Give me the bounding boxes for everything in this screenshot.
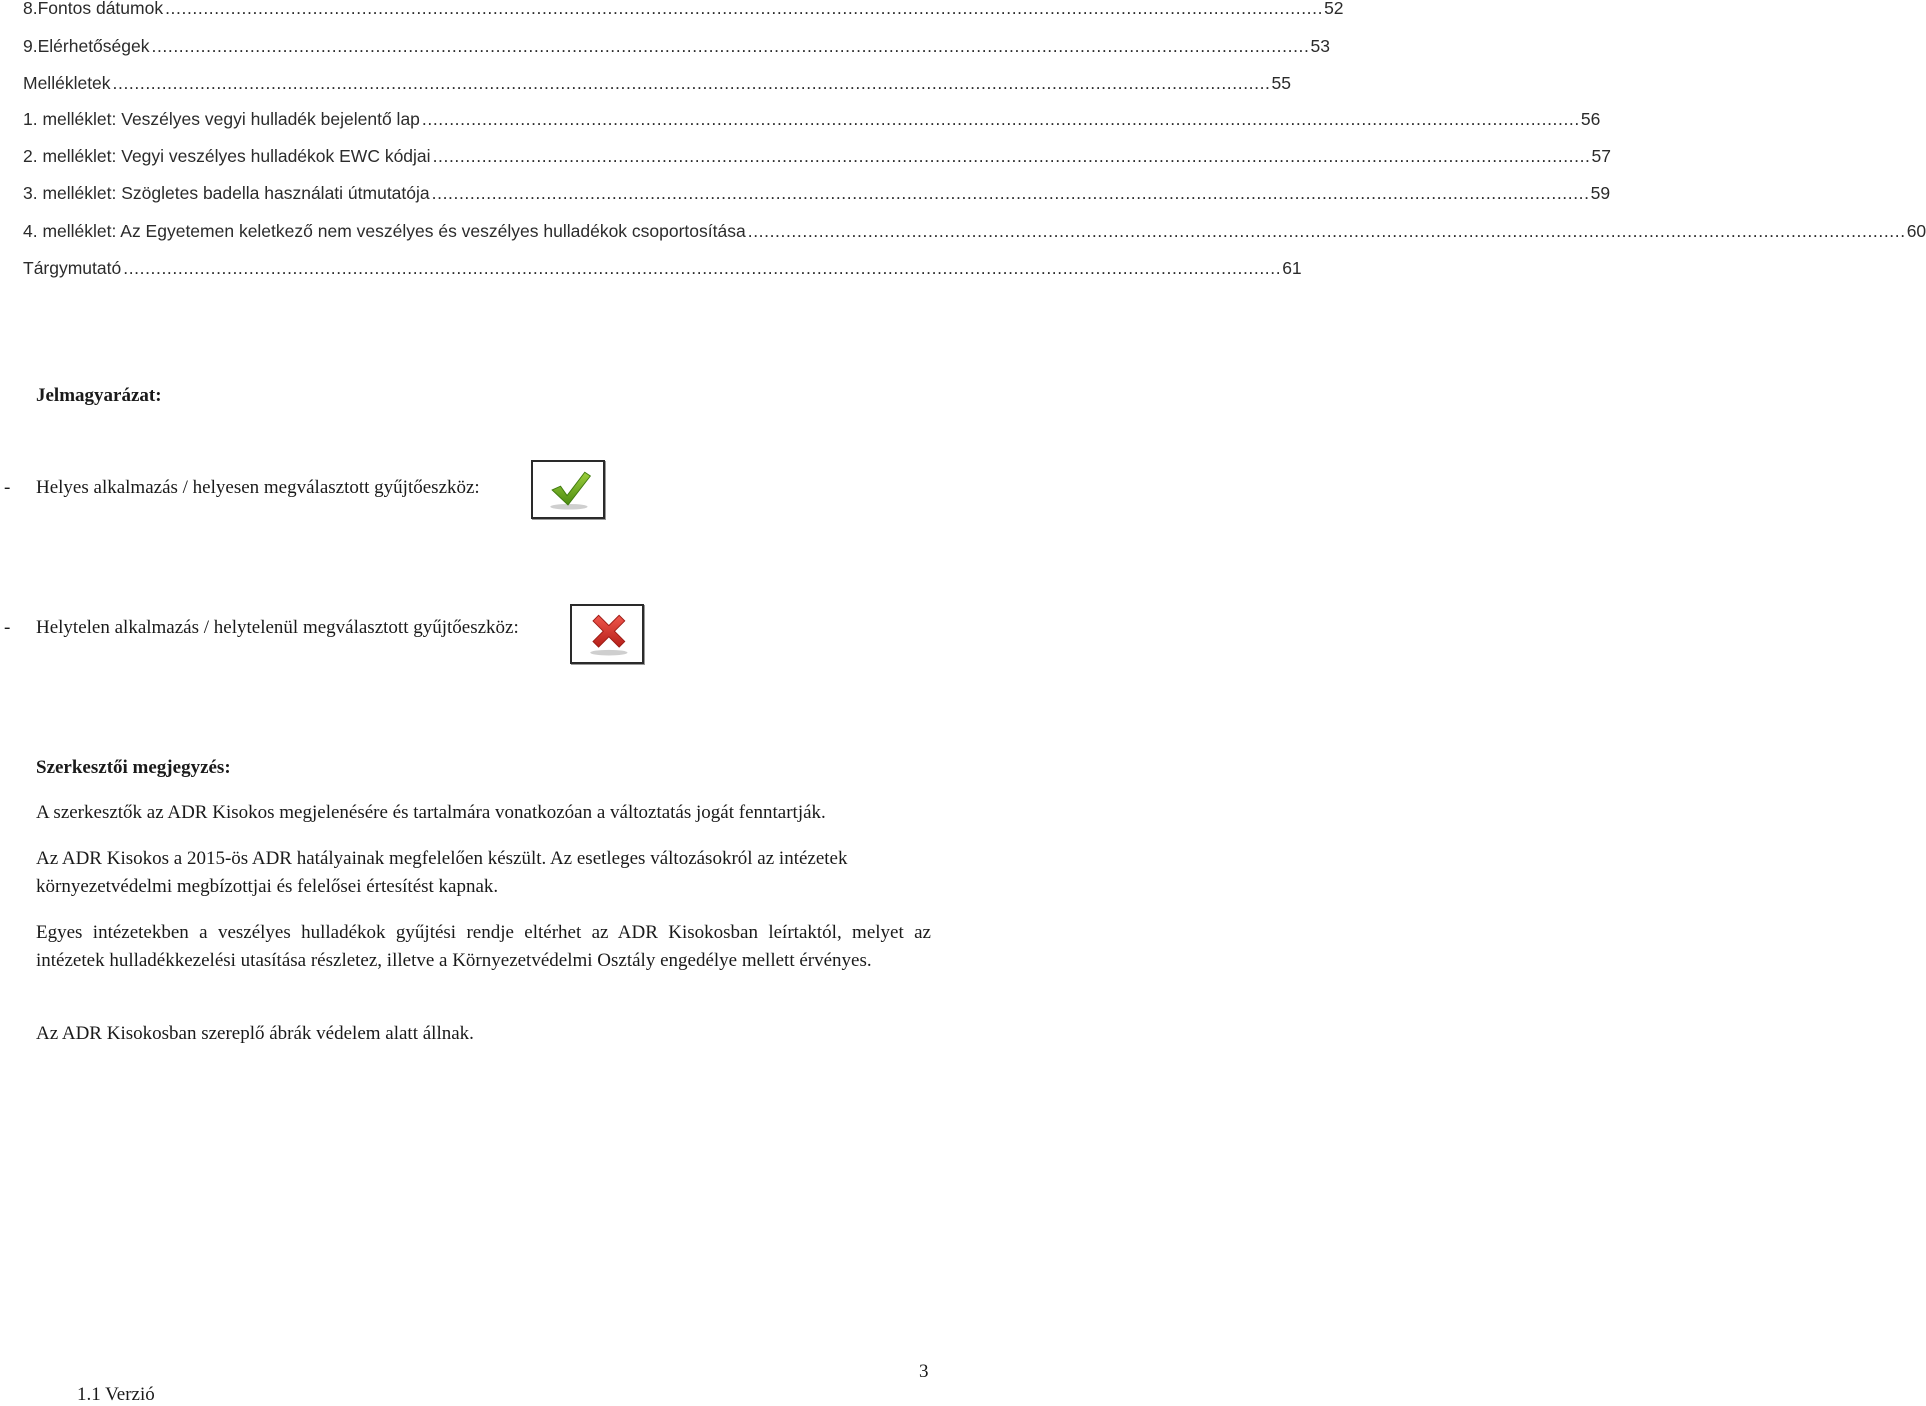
toc-leader-dots: .................................................................................................................................................................................................................... <box>431 183 1590 203</box>
toc-title: 4. melléklet: Az Egyetemen keletkező nem veszélyes és veszélyes hulladékok csoportosítása <box>23 221 746 241</box>
toc-title: 2. melléklet: Vegyi veszélyes hulladékok EWC kódjai <box>23 146 431 166</box>
notes-paragraph: A szerkesztők az ADR Kisokos megjelenésére és tartalmára vonatkozóan a változtatás jogát fenntartják. <box>36 802 826 823</box>
toc-page-number: 56 <box>1580 109 1601 129</box>
legend-correct-text: Helyes alkalmazás / helyesen megválasztott gyűjtőeszköz: <box>36 477 480 498</box>
notes-paragraph: Egyes intézetekben a veszélyes hulladékok gyűjtési rendje eltérhet az ADR Kisokosban leírtaktól, melyet az intézetek hulladékkezelési utasítása részletez, illetve a Környezetvédelmi Osztály engedélye mellett érvényes. <box>36 922 931 971</box>
toc-leader-dots: .................................................................................................................................................................................................................... <box>112 73 1271 93</box>
toc-page-number: 61 <box>1282 258 1302 278</box>
toc-entry[interactable] <box>23 106 1601 130</box>
legend-incorrect-text: Helytelen alkalmazás / helytelenül megválasztott gyűjtőeszköz: <box>36 617 519 638</box>
toc-entry[interactable] <box>23 33 1330 57</box>
toc-title: Elérhetőségek <box>37 36 150 56</box>
toc-entry[interactable] <box>23 0 1344 19</box>
version-label: 1.1 Verzió <box>77 1384 155 1405</box>
notes-heading: Szerkesztői megjegyzés: <box>36 757 231 778</box>
toc-page-number: 52 <box>1324 0 1344 18</box>
toc-leader-dots: .................................................................................................................................................................................................................... <box>165 0 1324 18</box>
toc-entry[interactable] <box>23 180 1611 204</box>
toc-title: 3. melléklet: Szögletes badella használati útmutatója <box>23 183 430 203</box>
toc-number: 8. <box>23 0 38 18</box>
toc-page-number: 60 <box>1906 221 1926 241</box>
toc-leader-dots: .................................................................................................................................................................................................................... <box>432 146 1591 166</box>
toc-page-number: 55 <box>1271 73 1291 93</box>
red-x-icon <box>570 604 644 664</box>
toc-page-number: 57 <box>1591 146 1611 166</box>
toc-leader-dots: .................................................................................................................................................................................................................... <box>123 258 1282 278</box>
notes-paragraph: Az ADR Kisokosban szereplő ábrák védelem alatt állnak. <box>36 1023 474 1044</box>
toc-leader-dots: .................................................................................................................................................................................................................... <box>421 109 1580 129</box>
toc-entry[interactable] <box>23 255 1302 279</box>
bullet-dash: - <box>4 617 11 638</box>
toc-title: Tárgymutató <box>23 258 122 278</box>
legend-incorrect-row <box>0 617 519 639</box>
notes-paragraph: Az ADR Kisokos a 2015-ös ADR hatályainak megfelelően készült. Az esetleges változásokról az intézetek környezetvédelmi megbízottjai és felelősei értesítést kapnak. <box>36 848 848 897</box>
bullet-dash: - <box>4 477 11 498</box>
toc-title: Mellékletek <box>23 73 111 93</box>
toc-entry[interactable] <box>23 70 1291 94</box>
toc-entry[interactable] <box>23 143 1611 167</box>
toc-title: Fontos dátumok <box>37 0 164 18</box>
toc-number: 9. <box>23 36 38 56</box>
toc-title: 1. melléklet: Veszélyes vegyi hulladék bejelentő lap <box>23 109 420 129</box>
page-number: 3 <box>919 1361 929 1382</box>
toc-leader-dots: .................................................................................................................................................................................................................... <box>151 36 1310 56</box>
toc-entry[interactable] <box>23 218 1926 242</box>
toc-leader-dots: .................................................................................................................................................................................................................... <box>747 221 1906 241</box>
toc-page-number: 53 <box>1310 36 1330 56</box>
legend-correct-row <box>0 477 480 499</box>
green-checkmark-icon <box>531 460 605 519</box>
toc-page-number: 59 <box>1590 183 1611 203</box>
legend-heading: Jelmagyarázat: <box>36 385 162 406</box>
